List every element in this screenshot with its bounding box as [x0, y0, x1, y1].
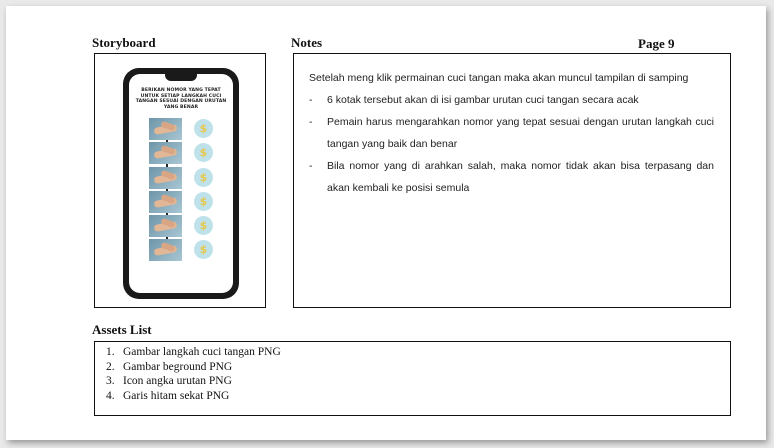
bullet-dash: -	[309, 160, 313, 172]
phone-notch	[165, 74, 197, 81]
handwash-step-image	[149, 239, 182, 261]
number-slot-icon[interactable]: $	[194, 143, 213, 162]
asset-item: 4. Garis hitam sekat PNG	[106, 389, 230, 402]
notes-text	[309, 67, 714, 199]
number-slot-icon[interactable]: $	[194, 192, 213, 211]
handwash-step-image	[149, 142, 182, 164]
number-slot-icon[interactable]: $	[194, 216, 213, 235]
assets-frame	[94, 341, 731, 416]
handwash-step-image	[149, 191, 182, 213]
handwash-step-image	[149, 118, 182, 140]
assets-heading: Assets List	[92, 322, 152, 337]
game-instruction-title: BERIKAN NOMOR YANG TEPAT UNTUK SETIAP LANGKAH CUCI TANGAN SESUAI DENGAN URUTAN YANG BENAR	[135, 88, 227, 110]
notes-bullet	[309, 111, 714, 155]
asset-item: 2. Gambar beground PNG	[106, 360, 233, 373]
handwash-step-image	[149, 167, 182, 189]
storyboard-heading: Storyboard	[92, 35, 156, 50]
bullet-dash: -	[309, 94, 313, 106]
number-slot-icon[interactable]: $	[194, 119, 213, 138]
notes-intro: Setelah meng klik permainan cuci tangan maka akan muncul tampilan di samping	[309, 72, 689, 84]
bullet-text: 6 kotak tersebut akan di isi gambar urutan cuci tangan secara acak	[327, 94, 639, 106]
bullet-dash: -	[309, 116, 313, 128]
storyboard-sheet	[6, 6, 766, 440]
assets-list	[95, 345, 281, 403]
asset-item: 1. Gambar langkah cuci tangan PNG	[106, 346, 281, 358]
bullet-text: Bila nomor yang di arahkan salah, maka nomor tidak akan bisa terpasang dan akan kembali ke posisi semula	[327, 160, 714, 194]
notes-frame	[293, 53, 731, 308]
storyboard-frame	[94, 53, 266, 308]
phone-screen	[129, 74, 233, 293]
phone-mockup	[123, 68, 239, 299]
notes-heading: Notes	[291, 35, 323, 50]
notes-bullet	[309, 155, 714, 199]
handwash-step-image	[149, 215, 182, 237]
asset-item: 3. Icon angka urutan PNG	[106, 375, 232, 387]
page-number: Page 9	[638, 36, 675, 51]
number-slot-icon[interactable]: $	[194, 240, 213, 259]
notes-bullet	[309, 89, 714, 111]
number-slot-icon[interactable]: $	[194, 168, 213, 187]
bullet-text: Pemain harus mengarahkan nomor yang tepat sesuai dengan urutan langkah cuci tangan yang baik dan benar	[327, 116, 714, 150]
